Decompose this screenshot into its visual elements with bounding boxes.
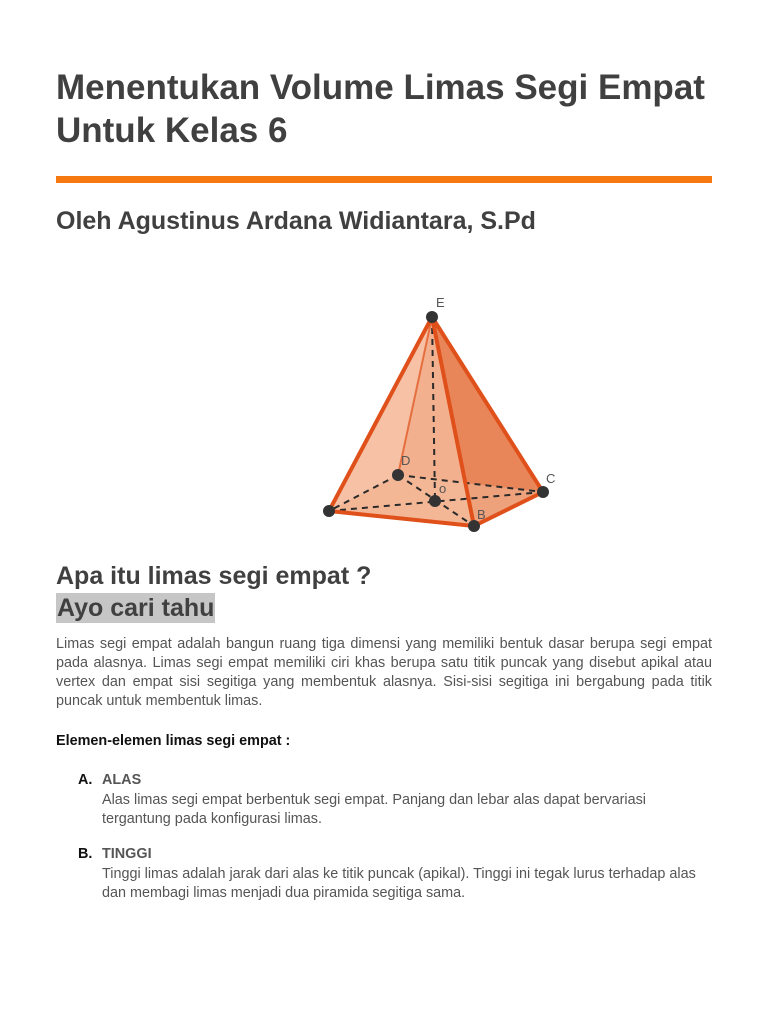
pyramid-diagram <box>252 290 577 535</box>
vertex-o <box>429 495 441 507</box>
intro-paragraph: Limas segi empat adalah bangun ruang tiga dimensi yang memiliki bentuk dasar berupa segi empat pada alasnya. Limas segi empat memiliki ciri khas berupa satu titik puncak yang disebut apikal atau vertex dan empat sisi segitiga yang membentuk alasnya. Sisi-sisi segitiga ini bergabung pada titik puncak untuk membentuk limas. <box>56 636 712 709</box>
list-marker: B. <box>78 846 93 862</box>
highlighted-subheading: Ayo cari tahu <box>57 594 215 622</box>
list-item-description: Tinggi limas adalah jarak dari alas ke titik puncak (apikal). Tinggi ini tegak lurus terhadap alas dan membagi limas menjadi dua piramida segitiga sama. <box>102 866 696 901</box>
list-item-description: Alas limas segi empat berbentuk segi empat. Panjang dan lebar alas dapat bervariasi tergantung pada konfigurasi limas. <box>102 792 646 827</box>
label-c: C <box>546 471 556 486</box>
vertex-c <box>537 486 549 498</box>
vertex-d <box>392 469 404 481</box>
list-marker: A. <box>78 772 93 788</box>
author-line: Oleh Agustinus Ardana Widiantara, S.Pd <box>56 207 536 235</box>
label-b: B <box>477 507 486 522</box>
label-d: D <box>401 453 411 468</box>
label-e: E <box>436 295 445 310</box>
list-item-label: TINGGI <box>102 846 152 862</box>
pyramid-figure <box>252 290 577 535</box>
elements-list-title: Elemen-elemen limas segi empat : <box>56 733 291 749</box>
title-divider <box>56 176 712 183</box>
vertex-e <box>426 311 438 323</box>
document-title: Menentukan Volume Limas Segi Empat Untuk Kelas 6 <box>56 68 705 150</box>
question-heading: Apa itu limas segi empat ? <box>56 562 372 590</box>
vertex-a <box>323 505 335 517</box>
label-o: o <box>439 481 447 496</box>
list-item-label: ALAS <box>102 772 142 788</box>
